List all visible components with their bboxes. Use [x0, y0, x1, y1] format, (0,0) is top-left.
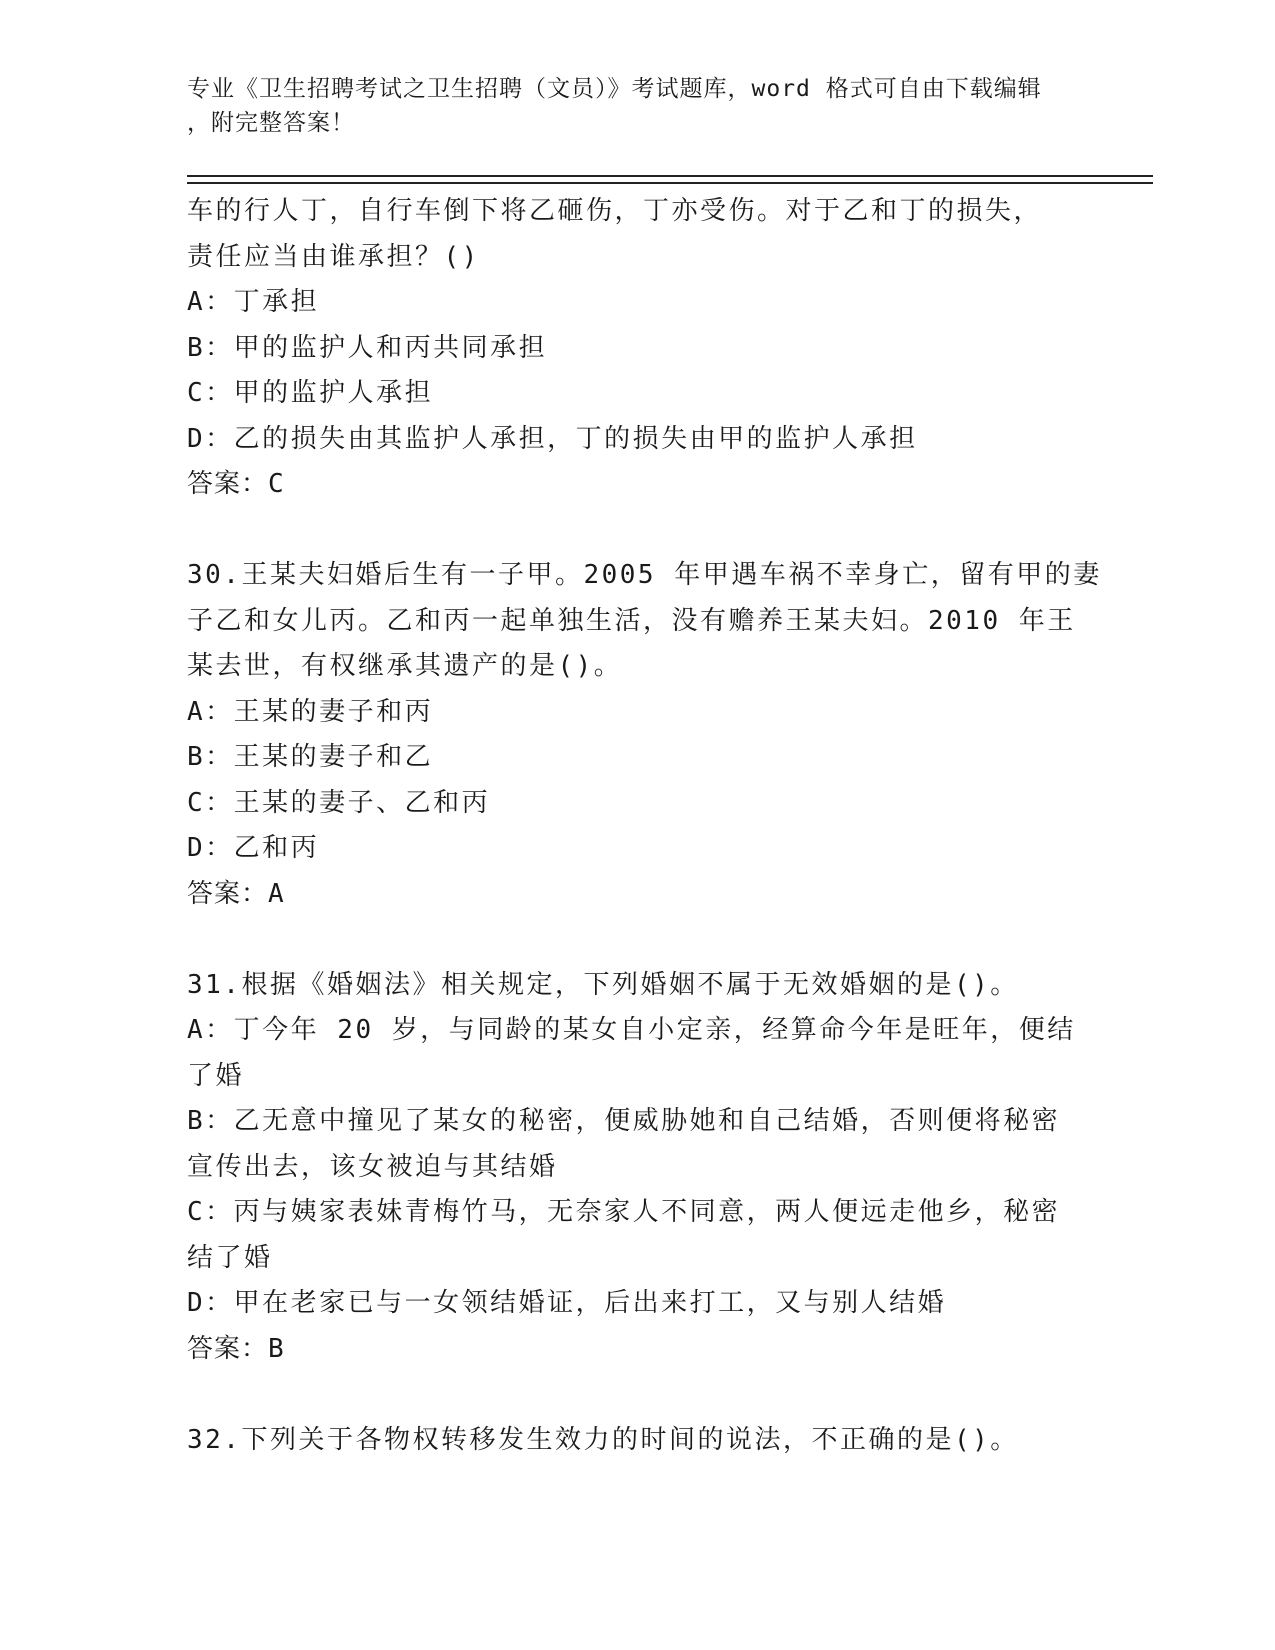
spacer: [187, 508, 1087, 554]
option-b-continued: 宣传出去，该女被迫与其结婚: [187, 1151, 558, 1182]
answer: 答案：B: [187, 1333, 285, 1364]
option-a-continued: 了婚: [187, 1060, 245, 1091]
option-a: A：丁承担: [187, 287, 320, 317]
question-stem: 30.王某夫妇婚后生有一子甲。2005 年甲遇车祸不幸身亡，留有甲的妻: [187, 560, 1102, 590]
header-divider-bottom: [187, 182, 1153, 184]
option-c: C：丙与姨家表妹青梅竹马，无奈家人不同意，两人便远走他乡，秘密: [187, 1197, 1061, 1227]
spacer: [187, 1372, 1087, 1418]
option-a: A：丁今年 20 岁，与同龄的某女自小定亲，经算命今年是旺年，便结: [187, 1015, 1076, 1045]
option-b: B：甲的监护人和丙共同承担: [187, 332, 548, 363]
question-32: [187, 1418, 1087, 1464]
option-d: D：乙的损失由其监护人承担，丁的损失由甲的监护人承担: [187, 423, 918, 454]
question-list: [187, 189, 1102, 1463]
header-divider-top: [187, 175, 1153, 177]
option-d: D：乙和丙: [187, 833, 320, 863]
option-a: A：王某的妻子和丙: [187, 696, 434, 727]
question-stem: 某去世，有权继承其遗产的是()。: [187, 651, 623, 681]
question-31: [187, 963, 1087, 1373]
option-d: D：甲在老家已与一女领结婚证，后出来打工，又与别人结婚: [187, 1288, 947, 1318]
question-30: [187, 553, 1102, 917]
option-c: C：甲的监护人承担: [187, 378, 434, 408]
question-29: [187, 189, 1087, 508]
option-b: B：乙无意中撞见了某女的秘密，便威胁她和自己结婚，否则便将秘密: [187, 1106, 1061, 1136]
answer: 答案：A: [187, 878, 285, 909]
spacer: [187, 917, 1087, 963]
option-b: B：王某的妻子和乙: [187, 742, 434, 772]
header-line-2: ，附完整答案！: [187, 110, 355, 136]
question-stem: 32.下列关于各物权转移发生效力的时间的说法，不正确的是()。: [187, 1424, 1019, 1455]
question-stem: 子乙和女儿丙。乙和丙一起单独生活，没有赡养王某夫妇。2010 年王: [187, 605, 1076, 636]
question-stem: 31.根据《婚姻法》相关规定，下列婚姻不属于无效婚姻的是()。: [187, 969, 1019, 1000]
question-stem: 车的行人丁，自行车倒下将乙砸伤，丁亦受伤。对于乙和丁的损失，: [187, 196, 1043, 226]
answer: 答案：C: [187, 469, 285, 499]
document-header: [187, 72, 1067, 140]
option-c: C：王某的妻子、乙和丙: [187, 787, 491, 818]
header-line-1: 专业《卫生招聘考试之卫生招聘（文员）》考试题库，word 格式可自由下载编辑: [187, 76, 1042, 102]
question-stem: 责任应当由谁承担？(): [187, 241, 480, 272]
option-c-continued: 结了婚: [187, 1242, 273, 1273]
